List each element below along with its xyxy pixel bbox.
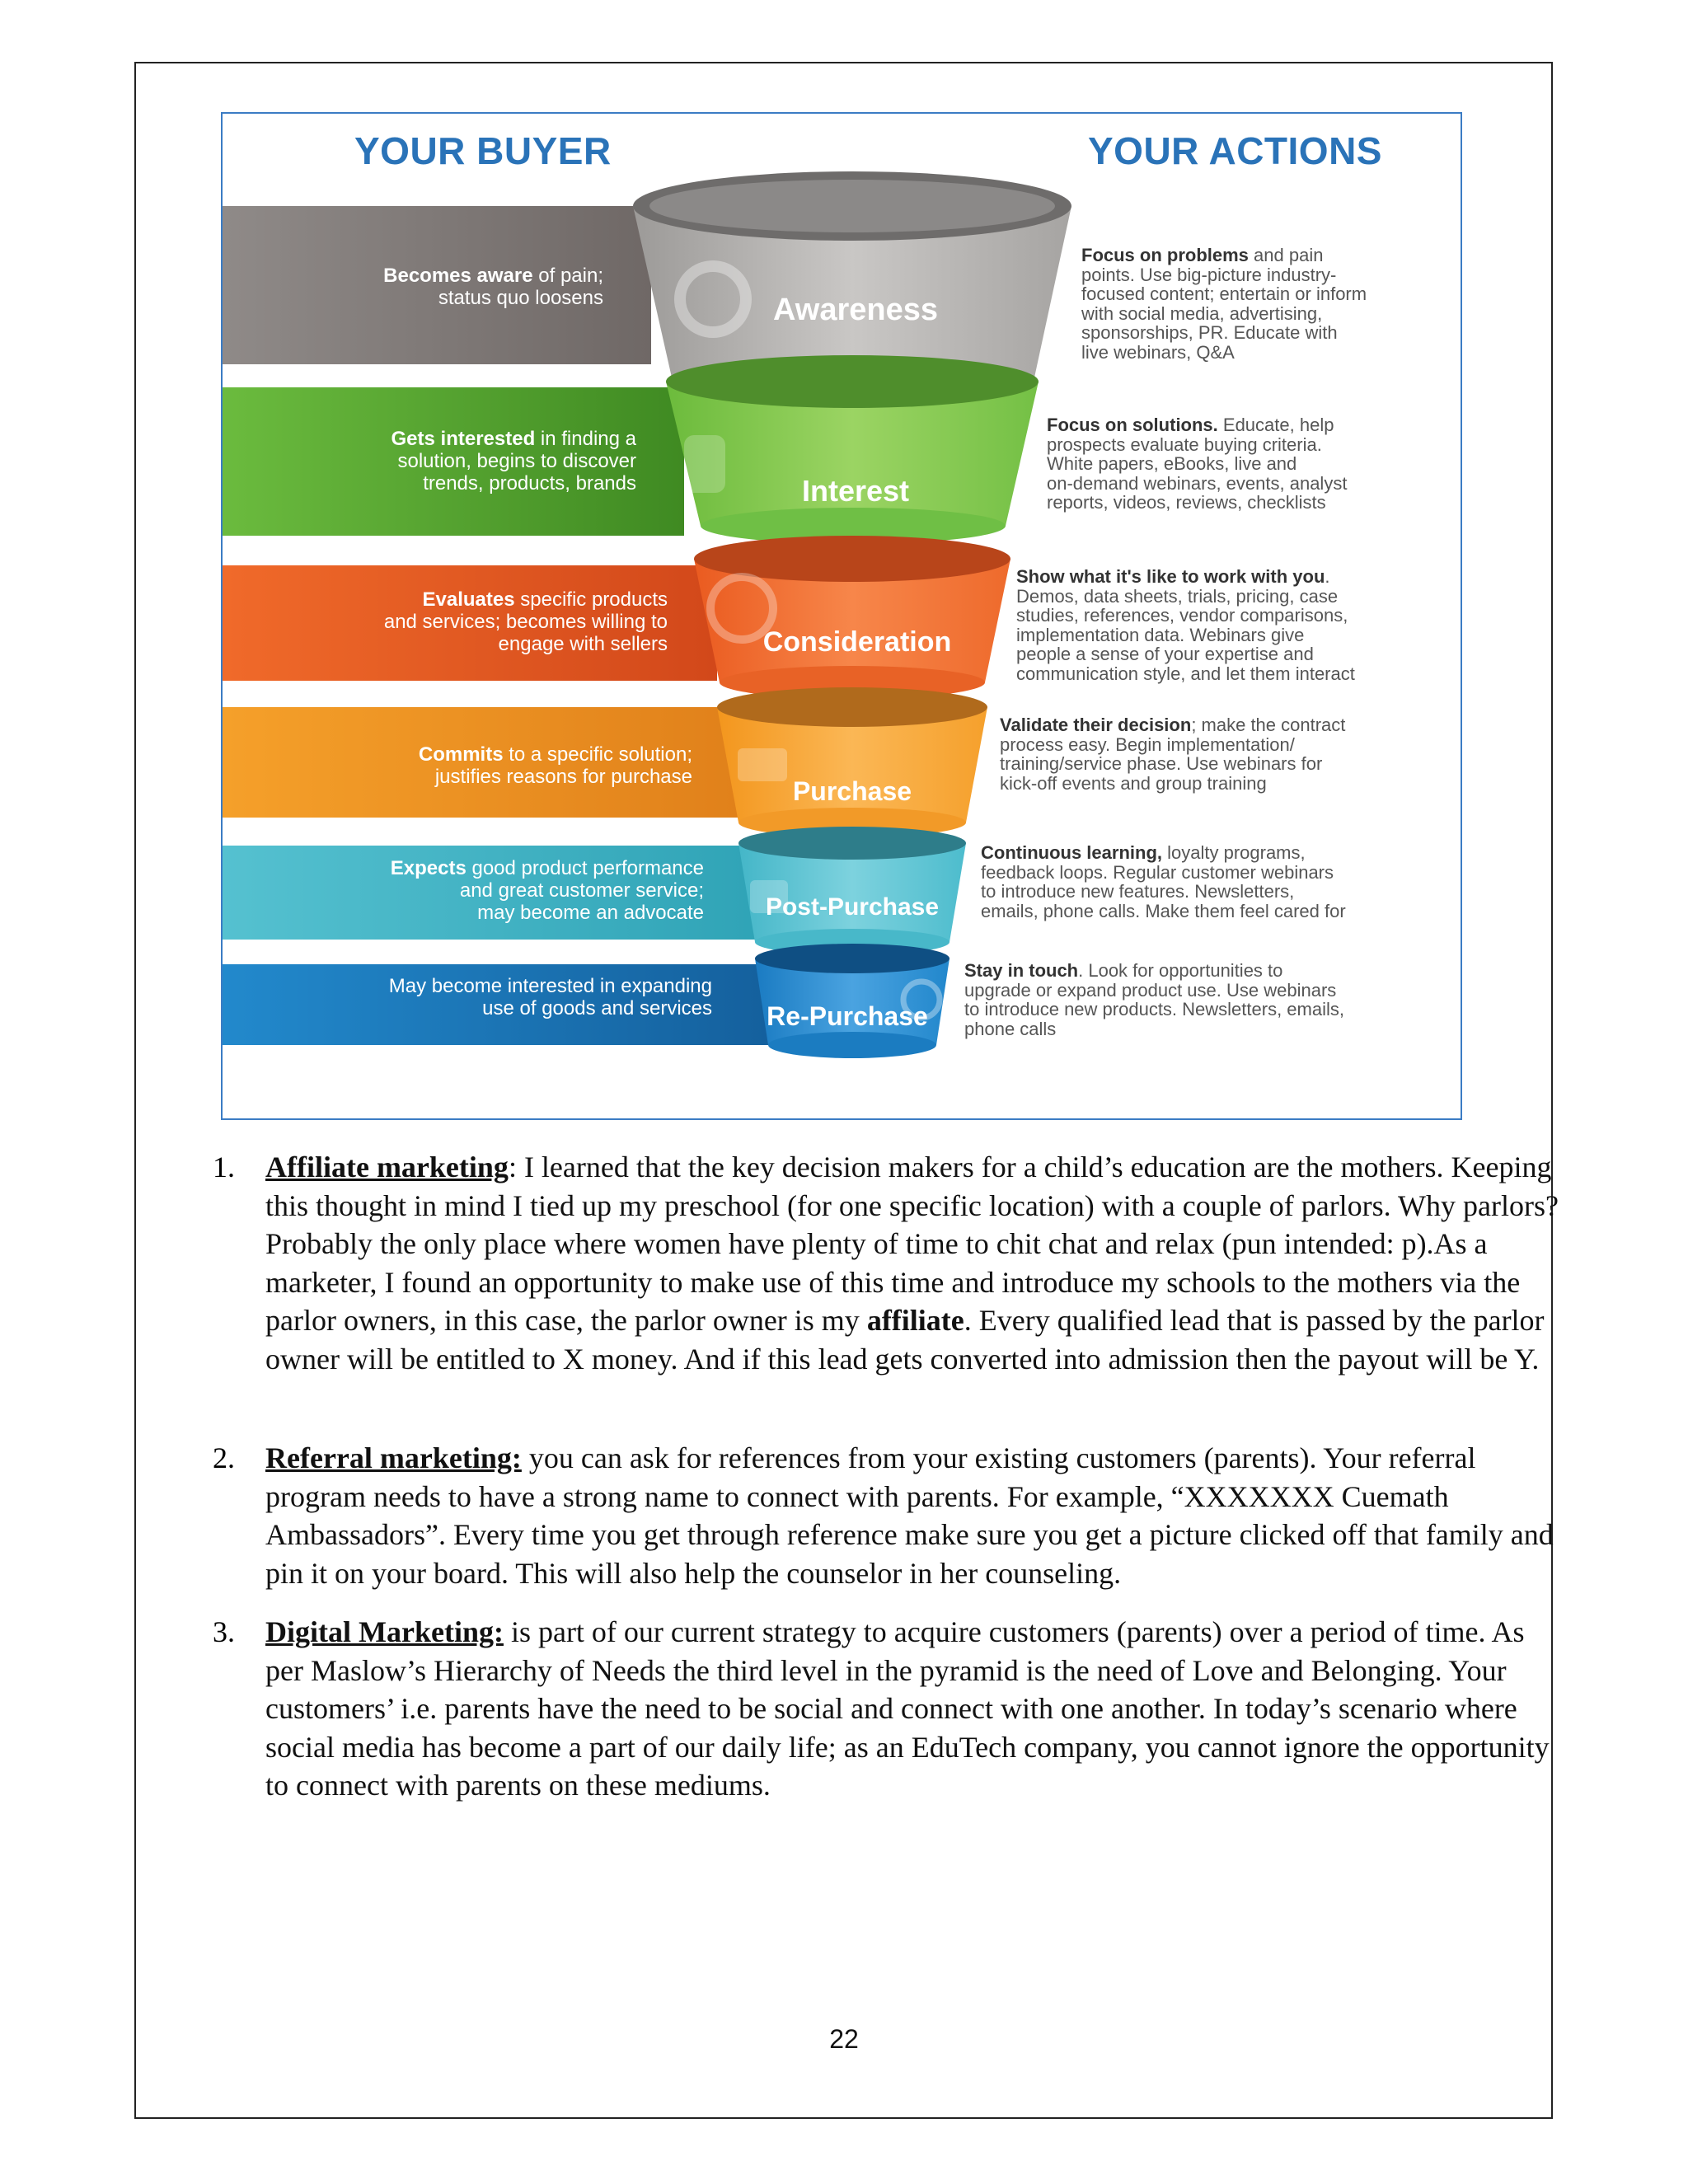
stage-label-consideration: Consideration bbox=[762, 626, 952, 658]
action-text-awareness: Focus on problems and pain points. Use big-picture industry- focused content; entertain or inform with social media, advertising, sponsorships, PR. Educate with live webinars, Q&A bbox=[1081, 245, 1367, 363]
list-item-affiliate bbox=[213, 1148, 1559, 1420]
buyer-text-re-purchase: May become interested in expanding use of goods and services bbox=[388, 975, 712, 1019]
stage-label-awareness: Awareness bbox=[773, 293, 938, 327]
buyer-text-consideration: Evaluates specific products and services; becomes willing to engage with sellers bbox=[383, 588, 668, 655]
your-actions-heading: YOUR ACTIONS bbox=[1088, 129, 1382, 172]
action-text-interest: Focus on solutions. Educate, help prospects evaluate buying criteria. White papers, eBooks, live and on-demand webinars, events, analyst reports, videos, reviews, checklists bbox=[1047, 415, 1348, 513]
funnel-interest-top bbox=[666, 355, 1039, 408]
term-digital-marketing: Digital Marketing: bbox=[265, 1615, 504, 1648]
list-item-text: Affiliate marketing: I learned that the key decision makers for a child’s education are the mothers. Keeping this thought in mind I tied up my preschool (for one specific location) with a couple of parlors. Why parlors? Probably the only place where women have plenty of time to chit chat and relax (pun intended: p).As a marketer, I found an opportunity to make use of this time and introduce my schools to the mothers via the parlor owners, in this case, the parlor owner is my affiliate. Every qualified lead that is passed by the parlor owner will be entitled to X money. And if this lead gets converted into admission then the payout will be Y. bbox=[265, 1151, 1559, 1376]
your-buyer-heading: YOUR BUYER bbox=[354, 129, 612, 172]
action-text-consideration: Show what it's like to work with you. Demos, data sheets, trials, pricing, case studies, references, vendor comparisons, implementation data. Webinars give people a sense of your expertise and communication style, and let them interact bbox=[1016, 566, 1355, 684]
page-number: 22 bbox=[829, 2024, 859, 2054]
buyer-text-post-purchase: Expects good product performance and great customer service; may become an advocate bbox=[390, 857, 704, 924]
funnel-post-purchase-top bbox=[738, 827, 966, 860]
funnel-awareness-inner bbox=[649, 180, 1055, 232]
list-item-digital bbox=[213, 1613, 1550, 1811]
term-referral-marketing: Referral marketing: bbox=[265, 1441, 522, 1474]
thumbs-up-icon bbox=[684, 435, 725, 493]
shopping-cart-icon bbox=[738, 748, 787, 781]
list-number: 3. bbox=[213, 1615, 235, 1648]
list-number: 1. bbox=[213, 1151, 235, 1183]
action-text-re-purchase: Stay in touch. Look for opportunities to upgrade or expand product use. Use webinars to introduce new products. Newsletters, emails, phone calls bbox=[964, 960, 1344, 1039]
buyer-text-interest: Gets interested in finding a solution, begins to discover trends, products, brands bbox=[391, 428, 636, 494]
funnel-re-purchase-top bbox=[755, 944, 950, 973]
action-text-post-purchase: Continuous learning, loyalty programs, feedback loops. Regular customer webinars to introduce new features. Newsletters, emails, phone calls. Make them feel cared for bbox=[981, 842, 1346, 921]
action-text-purchase: Validate their decision; make the contract process easy. Begin implementation/ training/service phase. Use webinars for kick-off events and group training bbox=[1000, 715, 1346, 794]
list-item-text: Digital Marketing: is part of our current strategy to acquire customers (parents) over a period of time. As per Maslow’s Hierarchy of Needs the third level in the pyramid is the need of Love and Belonging. Your customers’ i.e. parents have the need to be social and connect with one another. In today’s scenario where social media has become a part of our daily life; as an EduTech company, you cannot ignore the opportunity to connect with parents on these mediums. bbox=[265, 1615, 1550, 1802]
buyer-text-awareness: Becomes aware of pain; status quo loosens bbox=[383, 265, 603, 309]
stage-label-re-purchase: Re-Purchase bbox=[767, 1001, 928, 1031]
list-number: 2. bbox=[213, 1441, 235, 1474]
stage-label-post-purchase: Post-Purchase bbox=[765, 893, 940, 921]
funnel-purchase-top bbox=[717, 687, 987, 727]
funnel-re-purchase-bottom bbox=[768, 1032, 936, 1058]
stage-label-purchase: Purchase bbox=[792, 776, 912, 806]
sales-funnel-figure bbox=[221, 112, 1462, 1120]
list-item-referral bbox=[213, 1439, 1554, 1596]
buyer-text-purchase: Commits to a specific solution; justifies reasons for purchase bbox=[418, 743, 692, 788]
term-affiliate-marketing: Affiliate marketing bbox=[265, 1151, 509, 1183]
stage-label-interest: Interest bbox=[801, 474, 910, 508]
list-item-text: Referral marketing: you can ask for references from your existing customers (parents). Your referral program needs to have a strong name to connect with parents. For example, “XXXXXXX Cuemath Ambassadors”. Every time you get through reference make sure you get a picture clicked off that family and pin it on your board. This will also help the counselor in her counseling. bbox=[265, 1441, 1554, 1590]
